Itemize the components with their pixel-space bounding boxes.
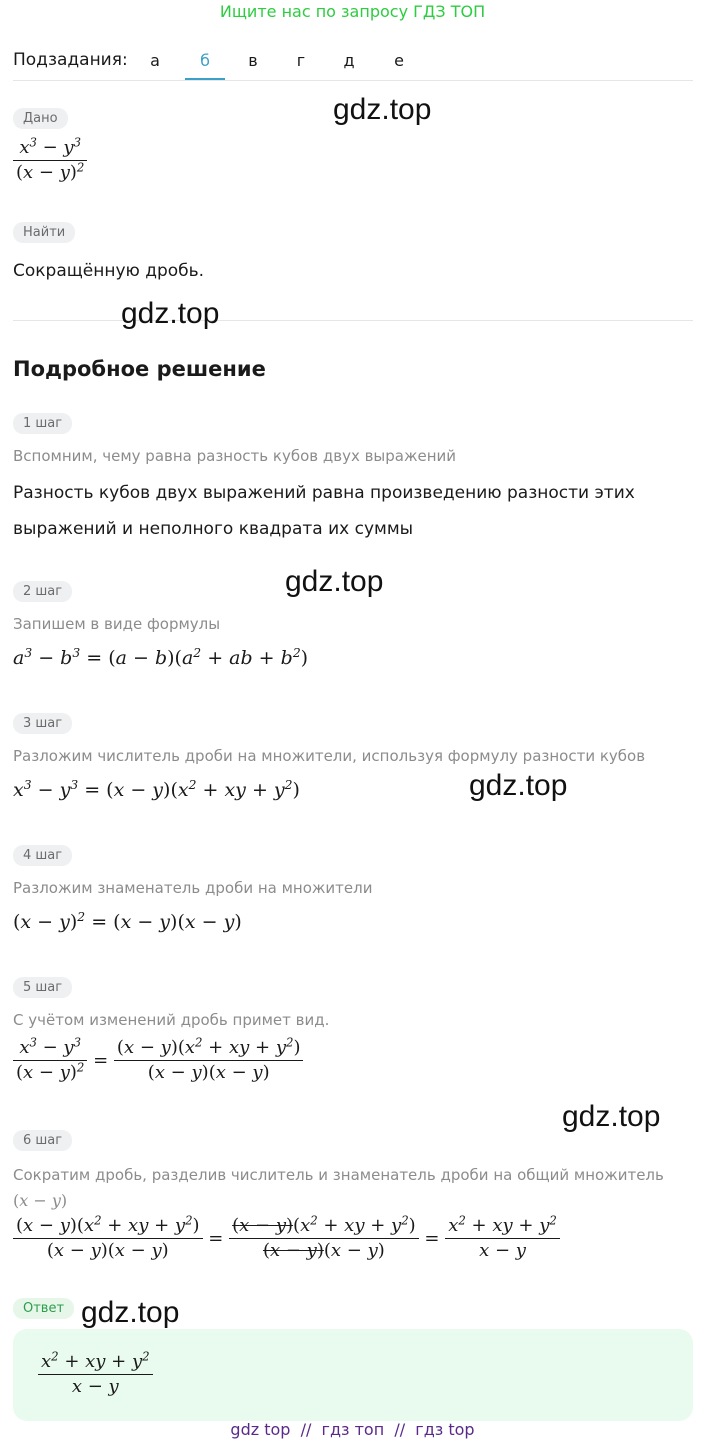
step-1-badge: 1 шаг [13, 413, 72, 434]
step-2-badge: 2 шаг [13, 581, 72, 602]
answer-expression: $\frac{x^2 + xy + y^2}{x - y}$ [38, 1350, 153, 1400]
watermark: gdz.top [562, 1100, 661, 1133]
answer-badge: Ответ [13, 1298, 74, 1319]
step-2-hint: Запишем в виде формулы [13, 615, 221, 633]
step-5-badge: 5 шаг [13, 977, 72, 998]
tab-b[interactable]: б [200, 51, 210, 70]
tab-g[interactable]: г [296, 51, 306, 70]
footer-links[interactable]: gdz top // гдз топ // гдз top [230, 1420, 475, 1439]
step-5-formula: $\frac{x^3 - y^3}{(x - y)^2}$ = $\frac{(x - y)(x^2 + xy + y^2)}{(x - y)(x - y)}$ [13, 1036, 303, 1086]
tab-d[interactable]: д [343, 51, 355, 70]
step-1-hint: Вспомним, чему равна разность кубов двух выражений [13, 447, 457, 465]
step-6-formula: $\frac{(x - y)(x^2 + xy + y^2)}{(x - y)(x - y)}$ = $\frac{(x - y)(x^2 + xy + y^2)}{(x - y)(x - y)}$ = $\frac{x^2 + xy + y^2}{x - y}$ [13, 1214, 560, 1264]
step-4-hint: Разложим знаменатель дроби на множители [13, 879, 373, 897]
given-badge: Дано [13, 108, 68, 129]
tab-a[interactable]: а [150, 51, 160, 70]
step-3-badge: 3 шаг [13, 713, 72, 734]
active-tab-indicator [185, 78, 225, 80]
step-6-hint-text: Сократим дробь, разделив числитель и знаменатель дроби на общий множитель [13, 1166, 664, 1184]
watermark: gdz.top [81, 1296, 180, 1329]
section-divider [13, 320, 693, 321]
step-4-badge: 4 шаг [13, 845, 72, 866]
watermark: gdz.top [285, 565, 384, 598]
watermark: gdz.top [469, 769, 568, 802]
watermark: gdz.top [333, 93, 432, 126]
promo-banner[interactable]: Ищите нас по запросу ГДЗ ТОП [219, 2, 486, 21]
subtasks-label: Подзадания: [13, 50, 128, 70]
tab-v[interactable]: в [248, 51, 258, 70]
step-1-text-line2: выражений и неполного квадрата их суммы [13, 519, 414, 539]
step-5-hint: С учётом изменений дробь примет вид. [13, 1011, 330, 1029]
step-4-formula: $(x - y)^2 = (x - y)(x - y)$ [13, 910, 242, 933]
step-3-formula: $x^3 - y^3 = (x - y)(x^2$ + xy + $y^2$) [13, 778, 300, 801]
step-6-hint: Сократим дробь, разделив числитель и знаменатель дроби на общий множитель (x − y) [13, 1166, 664, 1210]
tabs-divider [13, 80, 693, 81]
given-expression: $\frac{x^3 - y^3}{(x - y)^2}$ [13, 136, 87, 186]
tab-e[interactable]: е [394, 51, 404, 70]
solution-title: Подробное решение [13, 357, 266, 381]
find-text: Сокращённую дробь. [13, 261, 205, 281]
watermark: gdz.top [121, 297, 220, 330]
step-2-formula: $a^3 - b^3 = (a - b)(a^2$ + ab + $b^2$) [13, 646, 309, 669]
step-1-text-line1: Разность кубов двух выражений равна произведению разности этих [13, 483, 635, 503]
find-badge: Найти [13, 222, 75, 243]
step-3-hint: Разложим числитель дроби на множители, используя формулу разности кубов [13, 747, 646, 765]
step-6-badge: 6 шаг [13, 1130, 72, 1151]
